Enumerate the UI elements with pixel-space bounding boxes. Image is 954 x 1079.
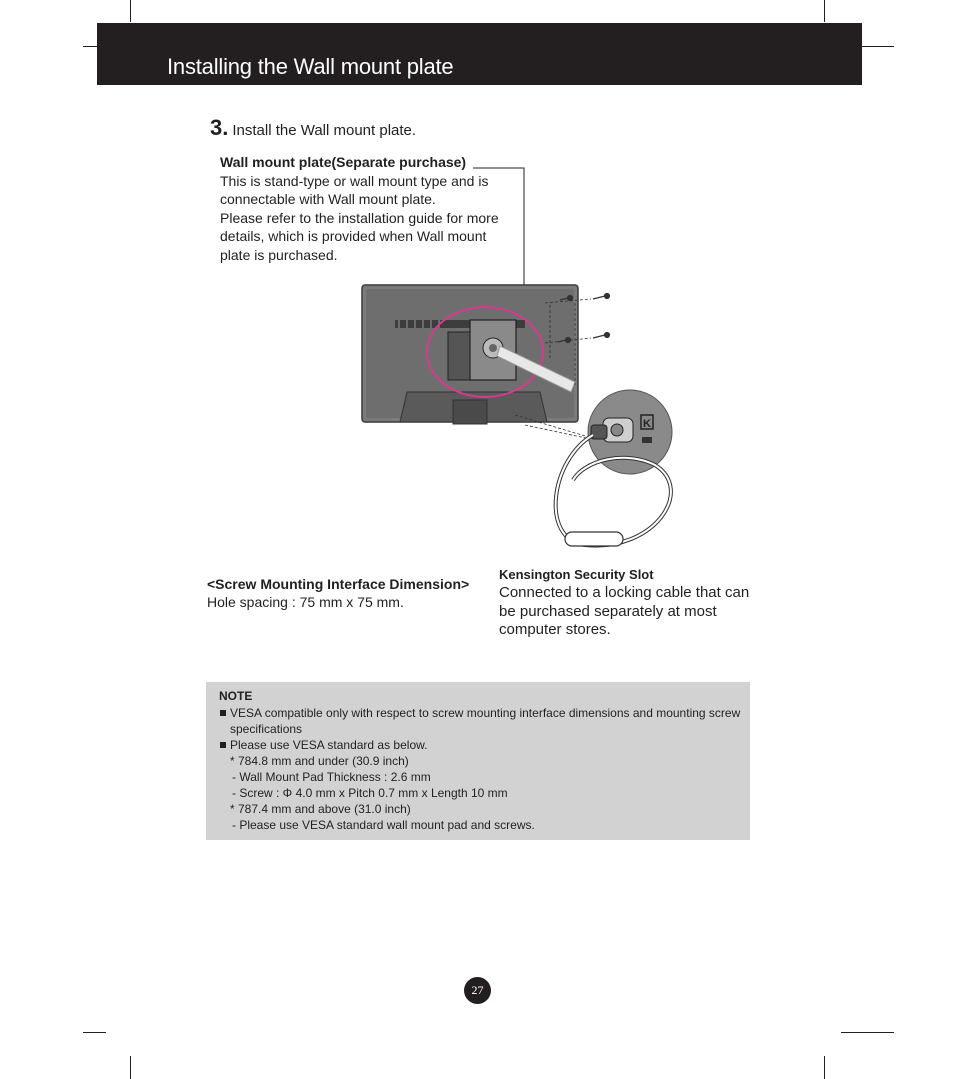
crop-mark bbox=[83, 46, 97, 47]
wall-mount-plate-title: Wall mount plate(Separate purchase) bbox=[220, 154, 467, 170]
monitor-rear-illustration bbox=[355, 160, 685, 560]
bullet-icon bbox=[220, 742, 226, 748]
wall-mount-plate-line: connectable with Wall mount plate. bbox=[220, 191, 436, 207]
wall-mount-plate-line: This is stand-type or wall mount type and is bbox=[220, 172, 489, 189]
crop-mark bbox=[83, 1032, 106, 1033]
header-bar bbox=[97, 23, 862, 85]
note-item bbox=[220, 737, 740, 753]
kensington-line: Connected to a locking cable that can bbox=[499, 584, 750, 601]
kensington-title: Kensington Security Slot bbox=[499, 567, 654, 582]
note-item: - Screw : Φ 4.0 mm x Pitch 0.7 mm x Length 10 mm bbox=[232, 786, 508, 800]
note-item: * 787.4 mm and above (31.0 inch) bbox=[230, 802, 411, 816]
step-heading bbox=[210, 115, 416, 141]
svg-text:K: K bbox=[643, 418, 651, 430]
wall-mount-plate-line: details, which is provided when Wall mount bbox=[220, 228, 487, 244]
step-number: 3. bbox=[210, 115, 229, 140]
wall-mount-plate-line: Please refer to the installation guide for more bbox=[220, 209, 499, 226]
note-box bbox=[206, 682, 750, 840]
note-item: specifications bbox=[230, 722, 303, 736]
kensington-line: computer stores. bbox=[499, 621, 611, 638]
note-item: * 784.8 mm and under (30.9 inch) bbox=[230, 754, 409, 768]
crop-mark bbox=[841, 1032, 894, 1033]
crop-mark bbox=[824, 1056, 825, 1079]
note-item: - Wall Mount Pad Thickness : 2.6 mm bbox=[232, 770, 431, 784]
page-title: Installing the Wall mount plate bbox=[167, 54, 454, 79]
screw-interface-text: Hole spacing : 75 mm x 75 mm. bbox=[207, 594, 404, 610]
kensington-line: be purchased separately at most bbox=[499, 602, 717, 620]
wall-mount-plate-line: plate is purchased. bbox=[220, 246, 338, 263]
crop-mark bbox=[130, 1056, 131, 1079]
bullet-icon bbox=[220, 710, 226, 716]
crop-mark bbox=[862, 46, 894, 47]
kensington-description bbox=[499, 566, 759, 640]
note-text: VESA compatible only with respect to screw mounting interface dimensions and mounting screw bbox=[230, 706, 741, 720]
note-item bbox=[220, 705, 740, 721]
note-text: Please use VESA standard as below. bbox=[230, 738, 428, 752]
screw-interface-description bbox=[207, 575, 469, 611]
note-list bbox=[220, 705, 740, 833]
step-text: Install the Wall mount plate. bbox=[232, 122, 417, 139]
crop-mark bbox=[130, 0, 131, 22]
screw-interface-title: <Screw Mounting Interface Dimension> bbox=[207, 576, 470, 592]
note-item: - Please use VESA standard wall mount pad and screws. bbox=[232, 818, 535, 832]
crop-mark bbox=[824, 0, 825, 22]
note-title: NOTE bbox=[219, 689, 253, 703]
page-number: 27 bbox=[464, 977, 491, 1004]
